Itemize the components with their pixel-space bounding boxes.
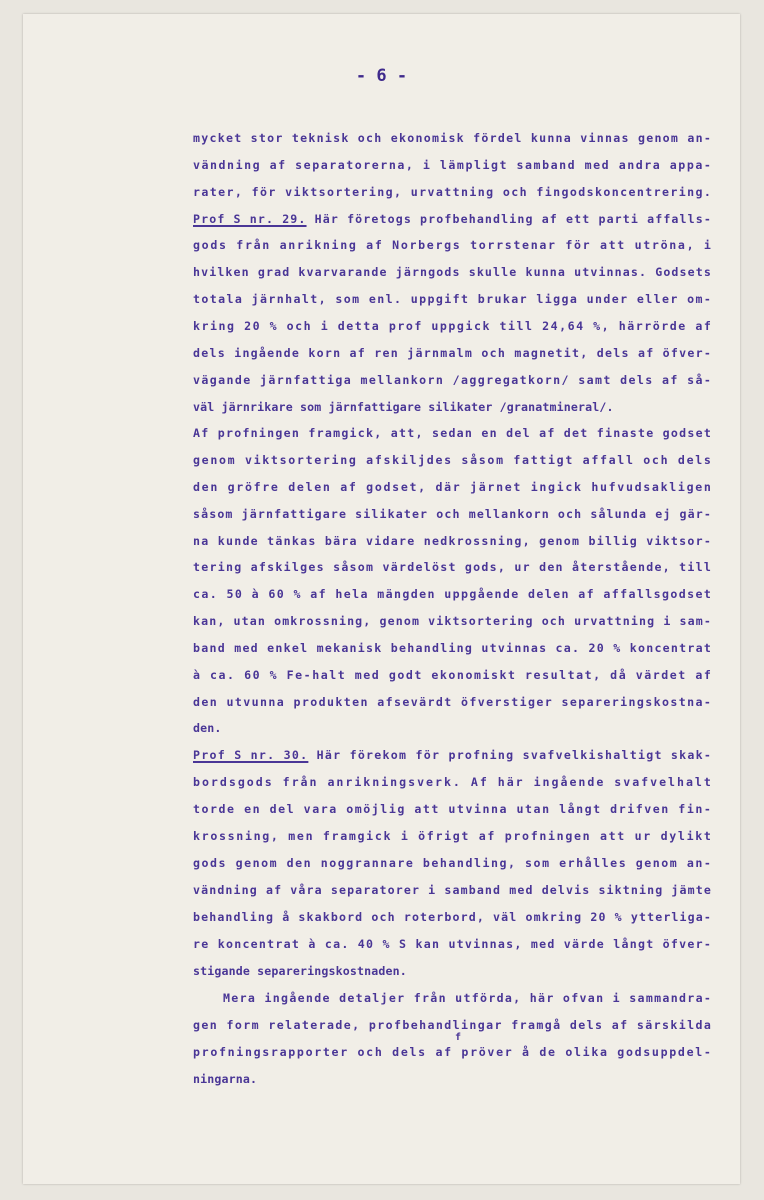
text-line	[193, 1017, 712, 1033]
text-line	[193, 452, 713, 468]
line-text: väl järnrikare som järnfattigare silikater /granatmineral/.	[193, 400, 614, 414]
line-text: ca. 50 à 60 % af hela mängden uppgående delen af affallsgodset	[193, 587, 713, 601]
line-text: re koncentrat à ca. 40 % S kan utvinnas, med värde långt öfver-	[193, 937, 713, 951]
line-text: Här förekom för profning svafvelkishaltigt skak-	[308, 748, 713, 762]
line-text: dels ingående korn af ren järnmalm och magnetit, dels af öfver-	[193, 346, 713, 360]
line-text: bordsgods från anrikningsverk. Af här ingående svafvelhalt	[193, 775, 713, 789]
text-line	[223, 990, 712, 1006]
text-line	[193, 882, 712, 898]
text-line	[193, 1071, 257, 1087]
line-text: mycket stor teknisk och ekonomisk fördel kunna vinnas genom an-	[193, 131, 713, 145]
line-text: Af profningen framgick, att, sedan en del af det finaste godset	[193, 426, 713, 440]
text-line	[193, 613, 712, 629]
line-text: totala järnhalt, som enl. uppgift brukar ligga under eller om-	[193, 292, 713, 306]
line-text: à ca. 60 % Fe-halt med godt ekonomiskt resultat, då värdet af	[193, 668, 713, 682]
text-line	[193, 640, 712, 656]
line-text: gods genom den noggrannare behandling, som erhålles genom an-	[193, 856, 713, 870]
line-text: gods från anrikning af Norbergs torrstenar för att utröna, i	[193, 238, 713, 252]
line-text: behandling å skakbord och roterbord, väl omkring 20 % ytterliga-	[193, 910, 712, 924]
line-text: den.	[193, 721, 222, 735]
text-line	[193, 559, 712, 575]
text-line	[193, 586, 712, 602]
text-line	[193, 130, 712, 146]
line-text: gen form relaterade, profbehandlingar framgå dels af särskilda	[193, 1018, 713, 1032]
text-line	[193, 909, 712, 925]
line-text: band med enkel mekanisk behandling utvinnas ca. 20 % koncentrat	[193, 641, 713, 655]
text-line	[193, 694, 712, 710]
text-line	[193, 828, 713, 844]
line-text: na kunde tänkas bära vidare nedkrossning, genom billig viktsor-	[193, 534, 713, 548]
handwritten-insertion: f	[455, 1032, 462, 1043]
text-line	[193, 936, 712, 952]
text-line	[193, 211, 712, 227]
text-line	[193, 237, 713, 253]
text-line	[193, 533, 712, 549]
text-line	[193, 1044, 713, 1060]
text-line	[193, 855, 712, 871]
text-line	[193, 345, 712, 361]
line-text: ningarna.	[193, 1072, 258, 1086]
line-text: genom viktsortering afskiljdes såsom fattigt affall och dels	[193, 453, 713, 467]
text-line	[193, 399, 614, 415]
text-line	[193, 774, 713, 790]
line-text: krossning, men framgick i öfrigt af profningen att ur dylikt	[193, 829, 713, 843]
line-text: hvilken grad kvarvarande järngods skulle kunna utvinnas. Godsets	[193, 265, 712, 279]
text-line	[193, 720, 222, 736]
section-heading: Prof S nr. 30.	[193, 748, 309, 762]
text-line	[193, 747, 712, 763]
line-text: tering afskilges såsom värdelöst gods, ur den återstående, till	[193, 560, 713, 574]
page-number: - 6 -	[355, 66, 408, 86]
text-line	[193, 479, 713, 495]
line-text: stigande separeringskostnaden.	[193, 964, 407, 978]
text-line	[193, 318, 712, 334]
text-line	[193, 372, 712, 388]
text-line	[193, 667, 712, 683]
line-text: den utvunna produkten afsevärdt öfverstiger separeringskostna-	[193, 695, 713, 709]
line-text: kan, utan omkrossning, genom viktsortering och urvattning i sam-	[193, 614, 712, 628]
line-text: såsom järnfattigare silikater och mellankorn och sålunda ej gär-	[193, 507, 712, 521]
text-line	[193, 264, 712, 280]
line-text: profningsrapporter och dels af pröver å de olika godsuppdel-	[193, 1045, 713, 1059]
text-line	[193, 801, 712, 817]
text-line	[193, 157, 712, 173]
line-text: torde en del vara omöjlig att utvinna utan långt drifven fin-	[193, 802, 713, 816]
line-text: Mera ingående detaljer från utförda, här ofvan i sammandra-	[223, 991, 713, 1005]
text-line	[193, 425, 712, 441]
line-text: Här företogs profbehandling af ett parti affalls-	[306, 212, 712, 226]
text-line	[193, 291, 712, 307]
line-text: kring 20 % och i detta prof uppgick till 24,64 %, härrörde af	[193, 319, 713, 333]
line-text: den gröfre delen af godset, där järnet ingick hufvudsakligen	[193, 480, 713, 494]
document-page	[23, 14, 740, 1184]
section-heading: Prof S nr. 29.	[193, 212, 307, 226]
line-text: vändning af separatorerna, i lämpligt samband med andra appa-	[193, 158, 713, 172]
line-text: vägande järnfattiga mellankorn /aggregatkorn/ samt dels af så-	[193, 373, 713, 387]
text-line	[193, 506, 712, 522]
text-line	[193, 184, 712, 200]
text-line	[193, 963, 407, 979]
line-text: rater, för viktsortering, urvattning och fingodskoncentrering.	[193, 185, 713, 199]
line-text: vändning af våra separatorer i samband med delvis siktning jämte	[193, 883, 712, 897]
